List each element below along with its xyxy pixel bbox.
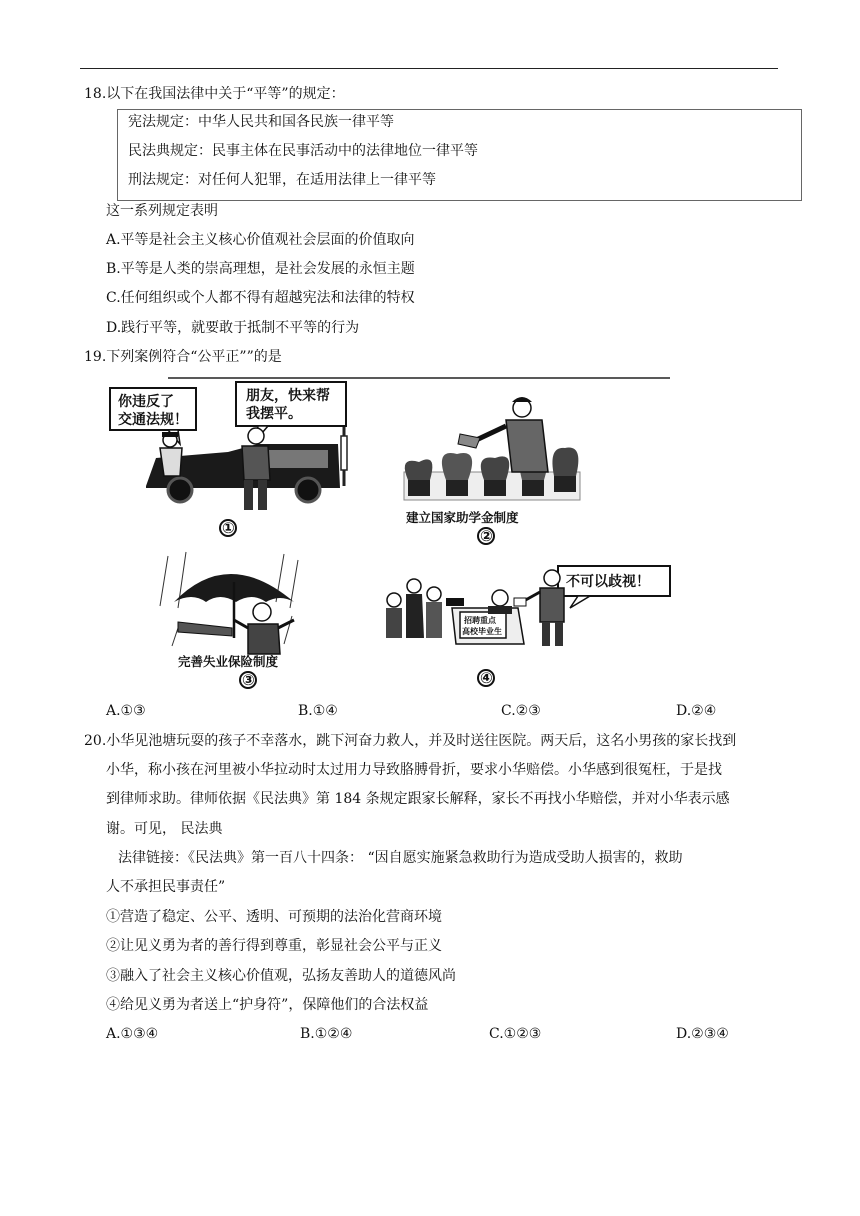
p4-sign-line-1: 招聘重点 [464,616,496,625]
q20-law-link-line-2: 人不承担民事责任” [106,879,226,895]
q20-stem-line-1: 20.小华见池塘玩耍的孩子不幸落水，跳下河奋力救人，并及时送往医院。两天后，这名小男孩的家长找到 [84,733,737,749]
objecting-man-icon [544,570,560,586]
q18-option-a: A.平等是社会主义核心价值观社会层面的价值取向 [106,232,415,248]
recruiter-icon [492,590,508,606]
q18-lead: 这一系列规定表明 [106,203,218,219]
q19-comic-illustration [108,376,673,694]
q19-option-b: B.①④ [298,703,338,719]
q20-stem-line-4: 谢。可见， 民法典 [106,821,223,837]
unemployed-man-icon [253,603,271,621]
q20-stem-line-3: 到律师求助。律师依据《民法典》第 184 条规定跟家长解释，家长不再找小华赔偿，并对小华表示感 [106,791,730,807]
q18-option-b: B.平等是人类的崇高理想，是社会发展的永恒主题 [106,261,415,277]
p3-caption: 完善失业保险制度 [178,654,279,669]
header-rule [80,68,778,69]
q18-box-line-2: 民法典规定：民事主体在民事活动中的法律地位一律平等 [128,143,478,159]
q20-statement-2: ②让见义勇为者的善行得到尊重，彰显社会公平与正义 [106,938,442,954]
p1-bubble-right-line-2: 我摆平。 [246,406,302,422]
q19-option-c: C.②③ [501,703,541,719]
q20-option-d: D.②③④ [676,1026,729,1042]
p1-bubble-left-line-2: 交通法规！ [118,412,188,428]
driver-icon [248,428,264,444]
q18-law-box [117,109,802,201]
helping-hand-icon [178,622,232,636]
q20-option-c: C.①②③ [489,1026,542,1042]
p4-sign-line-2: 高校毕业生 [462,627,502,636]
q19-option-a: A.①③ [106,703,146,719]
q18-box-line-1: 宪法规定：中华人民共和国各民族一律平等 [128,114,394,130]
panel-1 [110,382,346,537]
q20-statement-3: ③融入了社会主义核心价值观，弘扬友善助人的道德风尚 [106,968,456,984]
q20-law-link-line-1: 法律链接：《民法典》第一百八十四条： “因自愿实施紧急救助行为造成受助人损害的，救助 [118,850,683,866]
p2-caption: 建立国家助学金制度 [406,510,519,525]
q20-stem-line-2: 小华，称小孩在河里被小华拉动时太过用力导致胳膊骨折，要求小华赔偿。小华感到很冤枉，于是找 [106,762,722,778]
p2-number: ② [480,527,493,545]
p1-bubble-right-line-1: 朋友，快来帮 [246,388,330,404]
q19-stem: 19.下列案例符合“公平正””的是 [84,349,282,365]
q20-option-a: A.①③④ [106,1026,159,1042]
p4-bubble-text: 不可以歧视！ [566,574,650,590]
q19-option-d: D.②④ [676,703,717,719]
q20-statement-1: ①营造了稳定、公平、透明、可预期的法治化营商环境 [106,909,442,925]
q20-statement-4: ④给见义勇为者送上“护身符”，保障他们的合法权益 [106,997,429,1013]
panel-3 [160,552,298,689]
panel-2 [404,397,580,545]
p1-bubble-left-line-1: 你违反了 [118,394,174,410]
q20-option-b: B.①②④ [300,1026,353,1042]
q18-option-d: D.践行平等，就要敢于抵制不平等的行为 [106,320,360,336]
q18-option-c: C.任何组织或个人都不得有超越宪法和法律的特权 [106,290,415,306]
q18-stem: 18.以下在我国法律中关于“平等”的规定： [84,86,345,102]
job-seekers-icon [386,579,442,638]
p1-number: ① [222,519,235,537]
p4-number: ④ [480,669,493,687]
panel-4 [386,566,670,687]
p3-number: ③ [242,671,255,689]
q18-box-line-3: 刑法规定：对任何人犯罪，在适用法律上一律平等 [128,172,436,188]
